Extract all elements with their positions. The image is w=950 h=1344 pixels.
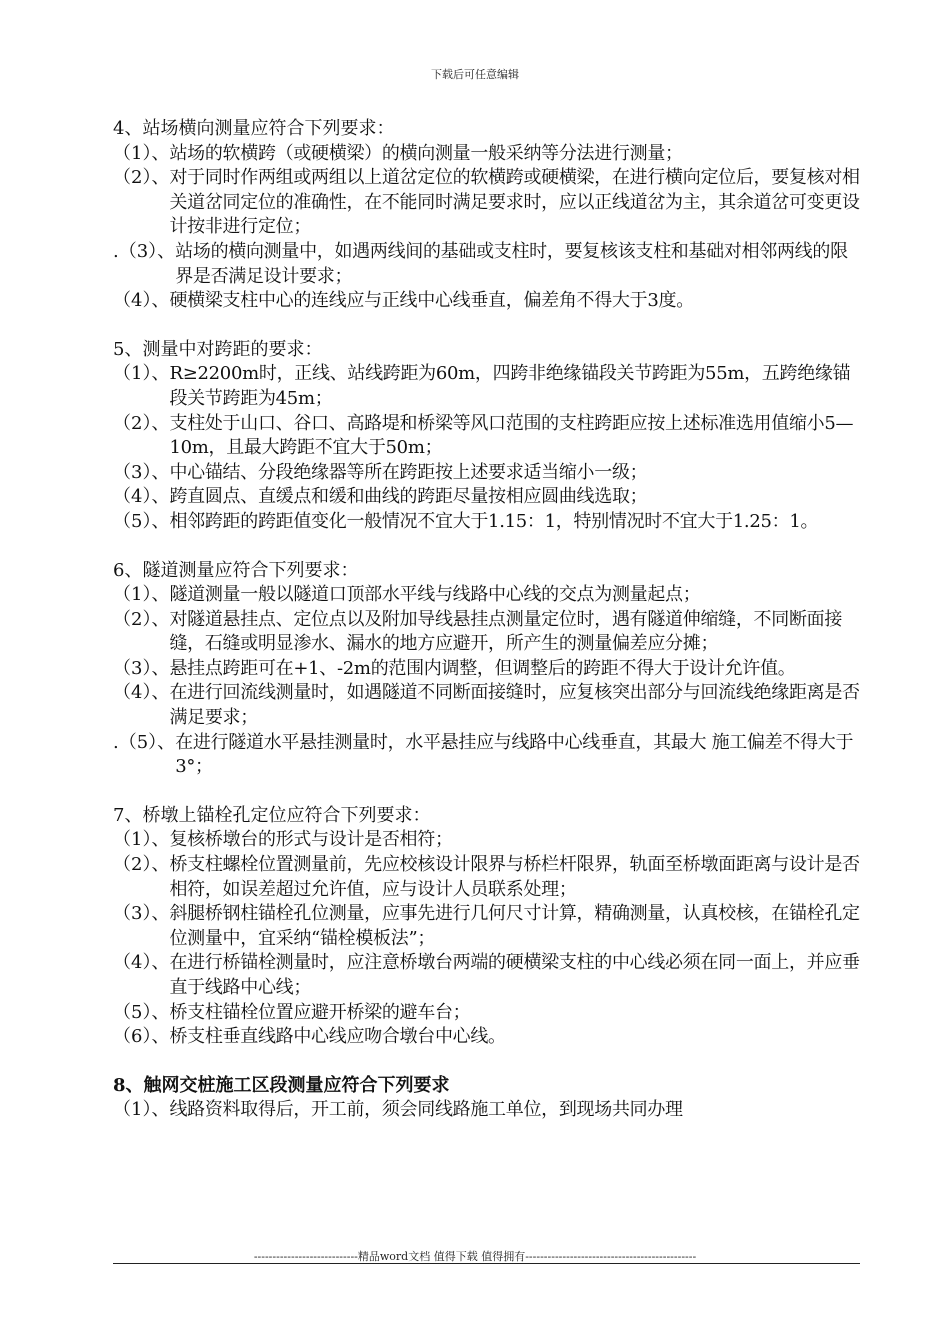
item-number: .（5）、 <box>113 731 176 753</box>
list-item <box>113 583 863 608</box>
section-title: 6、隧道测量应符合下列要求： <box>113 559 359 581</box>
item-number: .（3）、 <box>113 240 176 262</box>
item-number: （3）、 <box>113 657 170 679</box>
item-number: （1）、 <box>113 142 170 164</box>
item-text: 桥支柱螺栓位置测量前，先应校核设计限界与桥栏杆限界，轨面至桥墩面距离与设计是否相符，如误差超过允许值，应与设计人员联系处理； <box>169 854 860 900</box>
section-title: 5、测量中对跨距的要求： <box>113 338 323 360</box>
item-text: 站场的横向测量中，如遇两线间的基础或支柱时，要复核该支柱和基础对相邻两线的限界是否满足设计要求； <box>175 240 848 287</box>
item-number: （5）、 <box>113 1001 170 1023</box>
section-6 <box>113 559 863 780</box>
item-number: （4）、 <box>113 682 170 704</box>
list-item <box>113 1001 863 1026</box>
item-text: 对隧道悬挂点、定位点以及附加导线悬挂点测量定位时，遇有隧道伸缩缝，不同断面接缝，石缝或明显渗水、漏水的地方应避开，所产生的测量偏差应分摊； <box>169 608 843 655</box>
list-item <box>113 142 863 167</box>
footer-divider <box>113 1263 860 1264</box>
list-item <box>113 731 863 780</box>
item-number: （6）、 <box>113 1026 170 1048</box>
item-text: 中心锚结、分段绝缘器等所在跨距按上述要求适当缩小一级； <box>169 461 648 483</box>
section-title: 7、桥墩上锚栓孔定位应符合下列要求： <box>113 804 431 826</box>
section-5 <box>113 338 863 535</box>
list-item <box>113 510 863 535</box>
list-item <box>113 853 863 902</box>
item-text: 在进行回流线测量时，如遇隧道不同断面接缝时，应复核突出部分与回流线绝缘距离是否满足要求； <box>169 682 860 729</box>
item-text: 桥支柱垂直线路中心线应吻合墩台中心线。 <box>169 1026 506 1048</box>
section-title: 4、站场横向测量应符合下列要求： <box>113 118 395 139</box>
item-text: R≥2200m时，正线、站线跨距为60m，四跨非绝缘锚段关节跨距为55m，五跨绝缘锚段关节跨距为45m； <box>169 363 851 409</box>
item-number: （2）、 <box>113 412 170 434</box>
item-text: 斜腿桥钢柱锚栓孔位测量，应事先进行几何尺寸计算，精确测量，认真校核，在锚栓孔定位测量中，宜采纳“锚栓模板法”； <box>169 903 860 949</box>
item-number: （3）、 <box>113 903 170 925</box>
item-text: 支柱处于山口、谷口、高路堤和桥梁等风口范围的支柱跨距应按上述标准选用值缩小5—10m，且最大跨距不宜大于50m； <box>169 412 854 459</box>
item-number: （2）、 <box>113 608 170 630</box>
item-number: （1）、 <box>113 829 170 851</box>
item-text: 桥支柱锚栓位置应避开桥梁的避车台； <box>169 1001 471 1023</box>
list-item <box>113 657 863 682</box>
item-text: 跨直圆点、直缓点和缓和曲线的跨距尽量按相应圆曲线选取； <box>169 486 648 508</box>
list-item <box>113 1098 863 1123</box>
list-item <box>113 289 863 314</box>
section-8 <box>113 1074 863 1123</box>
list-item <box>113 412 863 461</box>
list-item <box>113 240 863 289</box>
list-item <box>113 681 863 730</box>
list-item <box>113 1025 863 1050</box>
item-text: 悬挂点跨距可在+1、-2m的范围内调整，但调整后的跨距不得大于设计允许值。 <box>169 657 796 679</box>
item-number: （2）、 <box>113 167 170 189</box>
item-number: （1）、 <box>113 363 170 385</box>
item-text: 硬横梁支柱中心的连线应与正线中心线垂直，偏差角不得大于3度。 <box>169 290 694 312</box>
section-title: 8、触网交桩施工区段测量应符合下列要求 <box>113 1074 450 1096</box>
item-number: （2）、 <box>113 854 170 876</box>
item-text: 对于同时作两组或两组以上道岔定位的软横跨或硬横梁，在进行横向定位后，要复核对相关道岔同定位的准确性，在不能同时满足要求时，应以正线道岔为主，其余道岔可变更设计按非进行定位； <box>169 167 860 238</box>
document-body <box>113 117 863 1147</box>
item-number: （3）、 <box>113 461 170 483</box>
list-item <box>113 902 863 951</box>
list-item <box>113 828 863 853</box>
list-item <box>113 485 863 510</box>
item-text: 相邻跨距的跨距值变化一般情况不宜大于1.15：1，特别情况时不宜大于1.25：1。 <box>169 510 819 532</box>
item-text: 站场的软横跨（或硬横梁）的横向测量一般采纳等分法进行测量； <box>169 142 683 164</box>
list-item <box>113 608 863 657</box>
list-item <box>113 461 863 486</box>
item-text: 隧道测量一般以隧道口顶部水平线与线路中心线的交点为测量起点； <box>169 584 701 606</box>
list-item <box>113 951 863 1000</box>
item-number: （4）、 <box>113 952 170 974</box>
list-item <box>113 362 863 411</box>
item-text: 在进行隧道水平悬挂测量时，水平悬挂应与线路中心线垂直，其最大 施工偏差不得大于3°； <box>175 731 854 778</box>
item-number: （1）、 <box>113 1099 170 1121</box>
page-header: 下载后可任意编辑 <box>431 68 519 81</box>
item-text: 在进行桥锚栓测量时，应注意桥墩台两端的硬横梁支柱的中心线必须在同一面上，并应垂直于线路中心线； <box>169 952 860 998</box>
item-number: （1）、 <box>113 584 170 606</box>
item-number: （4）、 <box>113 290 170 312</box>
page-footer: ----------------------------精品word文档 值得下载 值得拥有---------------------------------------------- <box>253 1250 697 1263</box>
section-4 <box>113 117 863 314</box>
item-text: 线路资料取得后，开工前，须会同线路施工单位，到现场共同办理 <box>169 1099 683 1121</box>
section-7 <box>113 804 863 1050</box>
item-number: （5）、 <box>113 510 170 532</box>
item-text: 复核桥墩台的形式与设计是否相符； <box>169 829 453 851</box>
list-item <box>113 166 863 240</box>
item-number: （4）、 <box>113 486 170 508</box>
